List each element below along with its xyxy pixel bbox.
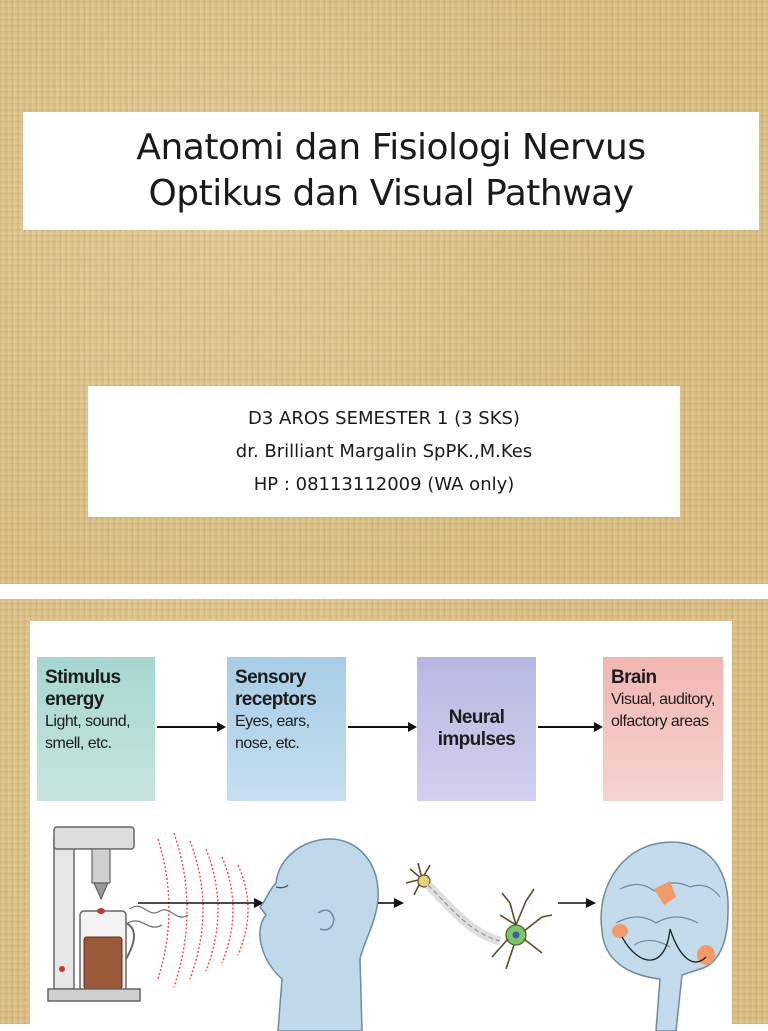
illustration-row — [30, 819, 732, 1031]
stimulus-detail-2: smell, etc. — [45, 735, 112, 752]
neural-impulses-box — [417, 657, 536, 801]
arrow-stimulus-to-receptors — [155, 719, 227, 735]
title-box — [23, 112, 759, 230]
brain-detail-1: Visual, auditory, — [611, 691, 715, 708]
human-head-illustration — [260, 839, 378, 1031]
stimulus-energy-box — [37, 657, 155, 801]
coffee-maker-illustration — [48, 827, 140, 1001]
stimulus-heading-1: Stimulus — [45, 667, 121, 688]
smell-swirl-icon — [128, 906, 188, 927]
neuron-illustration — [406, 863, 552, 969]
course-info: D3 AROS SEMESTER 1 (3 SKS) — [248, 408, 520, 429]
neural-heading-2: impulses — [437, 729, 516, 750]
brain-detail-2: olfactory areas — [611, 713, 709, 730]
diagram-slide — [0, 599, 768, 1024]
olfactory-area-highlight — [612, 924, 628, 938]
stimulus-heading-2: energy — [45, 689, 104, 710]
sensory-detail-2: nose, etc. — [235, 735, 300, 752]
stimulus-waves-icon — [158, 833, 248, 987]
neural-heading-1: Neural — [448, 707, 505, 728]
subtitle-box — [88, 386, 680, 517]
sensory-detail-1: Eyes, ears, — [235, 713, 310, 730]
brain-heading: Brain — [611, 667, 657, 688]
title-line-1: Anatomi dan Fisiologi Nervus — [136, 127, 646, 168]
lecturer-name: dr. Brilliant Margalin SpPK.,M.Kes — [235, 441, 533, 462]
brain-box — [603, 657, 723, 801]
sensory-heading-1: Sensory — [235, 667, 306, 688]
arrow-impulses-to-brain — [536, 719, 604, 735]
stimulus-detail-1: Light, sound, — [45, 713, 131, 730]
arrow-to-neuron-tip — [394, 898, 404, 908]
arrow-receptors-to-impulses — [346, 719, 418, 735]
sensory-heading-2: receptors — [235, 689, 317, 710]
brain-illustration — [601, 842, 728, 1031]
title-line-2: Optikus dan Visual Pathway — [148, 173, 634, 214]
sensory-pathway-diagram — [30, 621, 732, 1031]
contact-phone: HP : 08113112009 (WA only) — [253, 474, 515, 495]
arrow-to-brain-tip — [586, 898, 596, 908]
sensory-receptors-box — [227, 657, 346, 801]
